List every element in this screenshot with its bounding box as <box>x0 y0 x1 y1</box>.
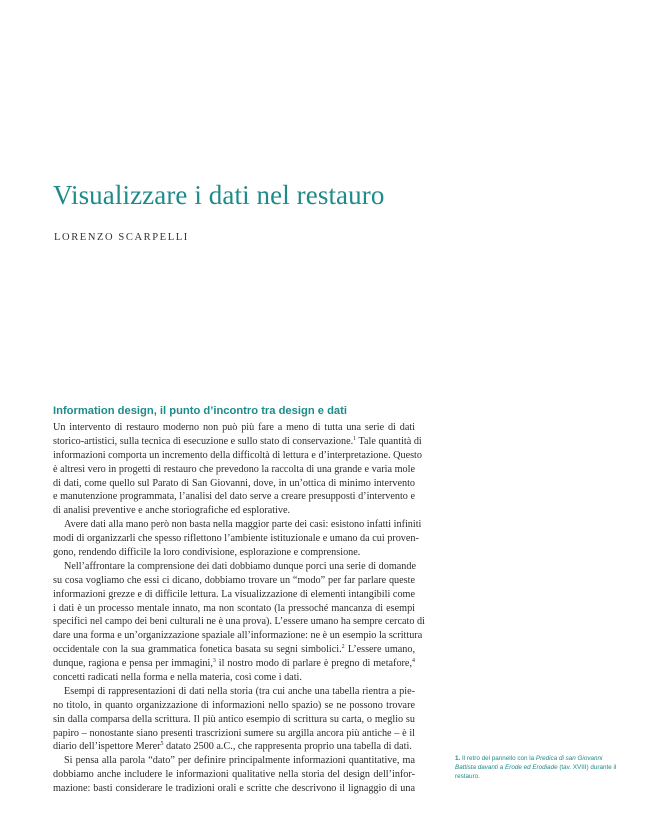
body-line-text: è altresì vero in progetti di restauro che prevedono la raccolta di una grande e varia mole <box>53 463 415 475</box>
body-line-text: informazioni grezze e di difficile lettura. La visualizzazione di elementi intangibili come <box>53 588 415 600</box>
body-line <box>53 532 419 546</box>
caption-artwork-title: Predica di san Giovanni Battista davanti a Erode ed Erodiade <box>455 755 603 771</box>
body-line <box>53 740 415 754</box>
footnote-ref[interactable]: 5 <box>160 741 164 748</box>
body-line <box>53 671 415 685</box>
body-line <box>53 449 422 463</box>
body-line-text: i dati è un processo mentale innato, ma non scontato (la pressoché mancanza di esempi <box>53 602 415 614</box>
body-line <box>53 615 425 629</box>
figure-caption <box>455 754 625 781</box>
footnote-ref[interactable]: 3 <box>212 658 216 665</box>
body-text <box>53 421 425 796</box>
body-line-text: di analisi preventive e anche storiografiche ed esplorative. <box>53 505 291 517</box>
body-line <box>53 477 415 491</box>
body-line-text: concetti radicati nella forma e nella materia, così come i dati. <box>53 672 302 684</box>
body-line <box>53 518 422 532</box>
body-line <box>53 421 415 435</box>
body-line <box>53 768 415 782</box>
body-line-text: occidentale con la sua grammatica fonetica basata su segni simbolici. <box>53 644 342 656</box>
body-line-text: specifici nel campo dei beni culturali ne è una prova). L’essere umano ha sempre cercato di <box>53 616 425 628</box>
body-line-text-after: L’essere umano, <box>344 644 415 656</box>
body-line <box>53 588 415 602</box>
body-line-text: e manutenzione programmata, l’analisi del dato serve a creare presupposti d’intervento e <box>53 491 415 503</box>
footnote-ref[interactable]: 1 <box>353 435 357 442</box>
body-line-text: dare una forma e un’organizzazione spaziale all’informazione: ne è un esempio la scrittura <box>53 630 423 642</box>
body-line <box>53 463 415 477</box>
article-title: Visualizzare i dati nel restauro <box>53 180 385 210</box>
body-line-text: dobbiamo anche includere le informazioni qualitative nella storia del design dell’infor- <box>53 769 415 781</box>
body-line <box>53 546 415 560</box>
body-line <box>53 727 415 741</box>
body-line <box>53 560 415 574</box>
caption-text-pre: Il retro del pannello con la <box>460 755 536 762</box>
body-line-text-after: datato 2500 a.C., che rappresenta proprio una tabella di dati. <box>163 741 412 753</box>
body-line <box>53 602 415 616</box>
body-line <box>53 699 415 713</box>
footnote-ref[interactable]: 4 <box>412 658 416 665</box>
body-line-text: Un intervento di restauro moderno non può più fare a meno di tutta una serie di dati <box>53 422 415 433</box>
body-line-text-after: il nostro modo di parlare è pregno di metafore, <box>215 658 413 670</box>
body-line <box>53 643 415 657</box>
caption-text-post: (tav. XVIII) durante il restauro. <box>455 764 617 780</box>
body-line <box>53 435 422 449</box>
body-line <box>53 504 415 518</box>
body-line-text: modi di organizzarli che spesso riflettono l’ambiente istituzionale e umano da cui proven- <box>53 533 419 545</box>
body-line-text: dunque, ragiona e pensa per immagini, <box>53 658 213 670</box>
body-line-text: sin dalla comparsa della scrittura. Il più antico esempio di scrittura su carta, o meglio su <box>53 713 415 725</box>
body-line-text: Nell’affrontare la comprensione dei dati dobbiamo dunque porci una serie di domande <box>64 560 417 572</box>
body-line-text: mazione: basti considerare le tradizioni orali e scritte che descrivono il lignaggio di una <box>53 783 415 795</box>
body-line-text: no titolo, in quanto organizzazione di informazioni nello spazio) se ne possono trovare <box>53 699 415 711</box>
body-line-text: diario dell’ispettore Merer <box>53 741 161 753</box>
body-line-text: informazioni comporta un incremento della difficoltà di lettura e d’interpretazione. Questo <box>53 449 422 461</box>
body-line <box>53 657 415 671</box>
body-line-text: Si pensa alla parola “dato” per definire principalmente informazioni quantitative, ma <box>64 755 415 767</box>
caption-number: 1. <box>455 755 461 762</box>
body-line-text: di dati, come quello sul Parato di San Giovanni, dove, in un’ottica di minimo intervento <box>53 477 415 489</box>
body-line-text: gono, rendendo difficile la loro condivisione, esplorazione e comprensione. <box>53 547 361 559</box>
footnote-ref[interactable]: 2 <box>341 644 345 651</box>
article-author: LORENZO SCARPELLI <box>54 232 189 243</box>
body-line <box>53 629 423 643</box>
body-line <box>53 574 415 588</box>
body-line-text: su cosa vogliamo che essi ci dicano, dobbiamo trovare un “modo” per far parlare queste <box>53 574 415 586</box>
body-line-text: storico-artistici, sulla tecnica di esecuzione e sullo stato di conservazione. <box>53 435 354 447</box>
body-line-text: Esempi di rappresentazioni di dati nella storia (tra cui anche una tabella rientra a pie- <box>64 685 415 697</box>
body-line <box>53 685 415 699</box>
section-heading: Information design, il punto d’incontro tra design e dati <box>53 405 347 417</box>
body-line <box>53 754 415 768</box>
body-line-text: Avere dati alla mano però non basta nella maggior parte dei casi: esistono infatti infiniti <box>64 519 422 531</box>
body-line <box>53 490 415 504</box>
body-line-text: papiro – nonostante siano presenti trascrizioni sumere su argilla ancora più antiche – è il <box>53 727 415 739</box>
body-line-text-after: Tale quantità di <box>356 435 422 447</box>
body-line <box>53 713 415 727</box>
body-line <box>53 782 415 796</box>
